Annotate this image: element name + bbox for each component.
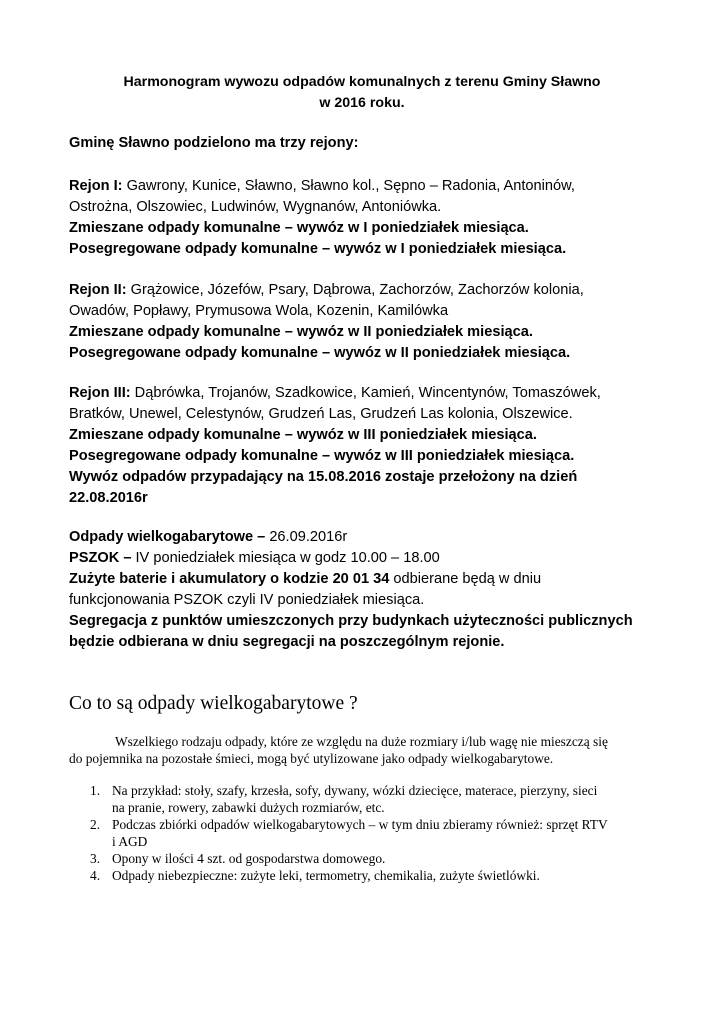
region-2-places-line-2: Owadów, Popławy, Prymusowa Wola, Kozenin, Kamilówka xyxy=(69,303,449,319)
list-item: 2. Podczas zbiórki odpadów wielkogabarytowych – w tym dniu zbieramy również: sprzęt RTV i AGD xyxy=(90,817,608,849)
extra-info xyxy=(69,527,669,653)
region-3-label: Rejon III: xyxy=(69,385,131,401)
region-2-segregated-schedule: Posegregowane odpady komunalne – wywóz w II poniedziałek miesiąca. xyxy=(69,345,571,361)
pszok-schedule: PSZOK – IV poniedziałek miesiąca w godz 10.00 – 18.00 xyxy=(69,550,440,566)
bulky-waste-date: Odpady wielkogabarytowe – 26.09.2016r xyxy=(69,529,348,545)
region-3-places-line-2: Bratków, Unewel, Celestynów, Grudzeń Las, Grudzeń Las kolonia, Olszewice. xyxy=(69,406,573,422)
segregation-info-line-2: będzie odbierana w dniu segregacji na poszczególnym rejonie. xyxy=(69,634,505,650)
region-3-places-line-1: Rejon III: Dąbrówka, Trojanów, Szadkowice, Kamień, Wincentynów, Tomaszówek, xyxy=(69,385,601,401)
region-3-segregated-schedule: Posegregowane odpady komunalne – wywóz w III poniedziałek miesiąca. xyxy=(69,448,575,464)
bulky-waste-list xyxy=(69,782,659,884)
region-1-mixed-schedule: Zmieszane odpady komunalne – wywóz w I poniedziałek miesiąca. xyxy=(69,220,529,236)
list-item: 4. Odpady niebezpieczne: zużyte leki, termometry, chemikalia, zużyte świetlówki. xyxy=(90,868,540,883)
list-item: 1. Na przykład: stoły, szafy, krzesła, sofy, dywany, wózki dziecięce, materace, pierzyny, sieci na pranie, rowery, zabawki dużych rozmiarów, etc. xyxy=(90,783,598,815)
region-3-note-line-1: Wywóz odpadów przypadający na 15.08.2016 zostaje przełożony na dzień xyxy=(69,469,578,485)
section-heading: Co to są odpady wielkogabarytowe ? xyxy=(69,693,358,714)
region-2-label: Rejon II: xyxy=(69,282,127,298)
region-2-mixed-schedule: Zmieszane odpady komunalne – wywóz w II poniedziałek miesiąca. xyxy=(69,324,533,340)
region-1-places-line-2: Ostrożna, Olszowiec, Ludwinów, Wygnanów, Antoniówka. xyxy=(69,199,442,215)
region-1-segregated-schedule: Posegregowane odpady komunalne – wywóz w I poniedziałek miesiąca. xyxy=(69,241,567,257)
paragraph-line-2: do pojemnika na pozostałe śmieci, mogą być utylizowane jako odpady wielkogabarytowe. xyxy=(69,751,554,766)
region-3 xyxy=(69,383,669,509)
region-1 xyxy=(69,176,669,260)
batteries-info-line-2: funkcjonowania PSZOK czyli IV poniedziałek miesiąca. xyxy=(69,592,425,608)
document-title xyxy=(0,72,724,114)
region-1-places-line-1: Rejon I: Gawrony, Kunice, Sławno, Sławno kol., Sępno – Radonia, Antoninów, xyxy=(69,178,575,194)
segregation-info-line-1: Segregacja z punktów umieszczonych przy budynkach użyteczności publicznych xyxy=(69,613,633,629)
list-item: 3. Opony w ilości 4 szt. od gospodarstwa domowego. xyxy=(90,851,386,866)
section-paragraph xyxy=(69,733,659,767)
title-line-1: Harmonogram wywozu odpadów komunalnych z terenu Gminy Sławno xyxy=(123,74,601,90)
region-1-label: Rejon I: xyxy=(69,178,123,194)
region-2-places-line-1: Rejon II: Grążowice, Józefów, Psary, Dąbrowa, Zachorzów, Zachorzów kolonia, xyxy=(69,282,584,298)
region-3-note-line-2: 22.08.2016r xyxy=(69,490,148,506)
region-3-mixed-schedule: Zmieszane odpady komunalne – wywóz w III poniedziałek miesiąca. xyxy=(69,427,537,443)
paragraph-line-1: Wszelkiego rodzaju odpady, które ze względu na duże rozmiary i/lub wagę nie mieszczą się xyxy=(115,734,608,749)
intro-text: Gminę Sławno podzielono ma trzy rejony: xyxy=(69,135,359,151)
batteries-info-line-1: Zużyte baterie i akumulatory o kodzie 20 01 34 odbierane będą w dniu xyxy=(69,571,542,587)
title-line-2: w 2016 roku. xyxy=(319,95,405,111)
region-2 xyxy=(69,280,669,364)
